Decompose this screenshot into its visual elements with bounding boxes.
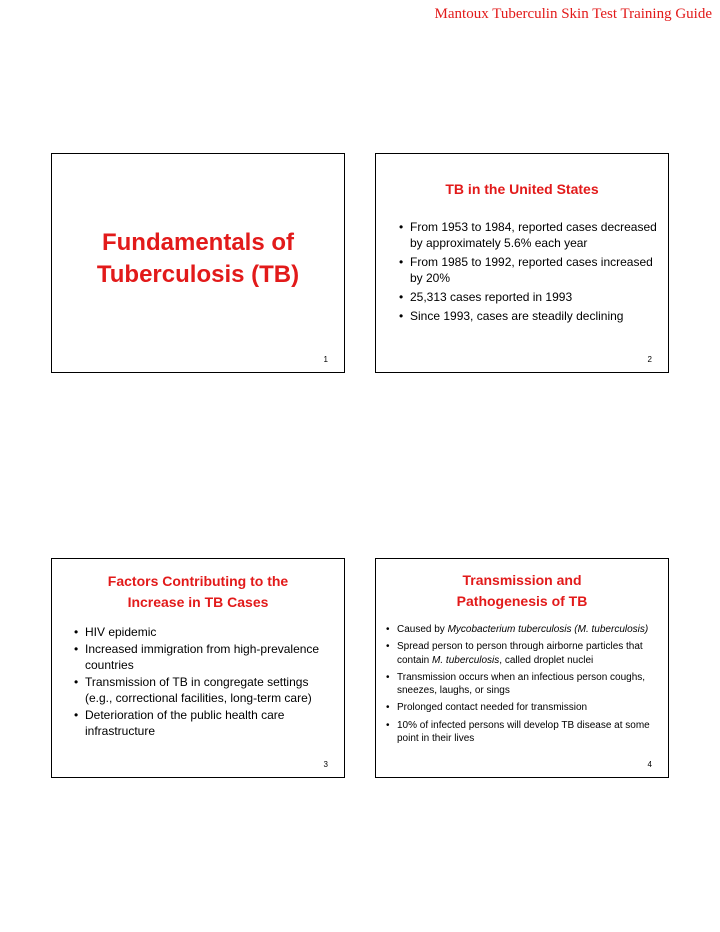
slide-title-line-1: Transmission and — [462, 572, 582, 588]
bullet-text: Caused by — [397, 624, 448, 635]
slide-title-line-2: Tuberculosis (TB) — [96, 261, 300, 288]
page-header: Mantoux Tuberculin Skin Test Training Guide — [434, 6, 712, 22]
slide-number: 2 — [647, 355, 652, 364]
slide-title: TB in the United States — [445, 181, 599, 197]
bullet-text-italic: Mycobacterium tuberculosis (M. tuberculosis) — [447, 624, 649, 635]
slide-title — [52, 227, 344, 291]
list-item: • HIV epidemic — [74, 624, 336, 641]
list-item: • From 1953 to 1984, reported cases decreased by approximately 5.6% each year — [399, 219, 661, 251]
bullet-list — [74, 624, 336, 740]
list-item: • 25,313 cases reported in 1993 — [399, 289, 661, 305]
list-item: • Prolonged contact needed for transmission — [386, 701, 664, 714]
bullet-text-italic: M. tuberculosis — [432, 654, 500, 666]
slide-3 — [51, 558, 345, 778]
list-item: • Transmission occurs when an infectious person coughs, sneezes, laughs, or sings — [386, 671, 664, 698]
list-item: • Deterioration of the public health care infrastructure — [74, 707, 336, 740]
slide-number: 3 — [323, 760, 328, 769]
bullet-list — [386, 623, 664, 749]
slide-title-line-1: Factors Contributing to the — [107, 573, 289, 589]
slide-number: 4 — [647, 760, 652, 769]
slide-title-line-2: Pathogenesis of TB — [456, 593, 588, 609]
slide-4 — [375, 558, 669, 778]
slide-number: 1 — [323, 355, 328, 364]
bullet-list — [399, 219, 661, 327]
slide-title-line-2: Increase in TB Cases — [127, 594, 269, 610]
bullet-text: , called droplet nuclei — [499, 654, 594, 666]
list-item: • From 1985 to 1992, reported cases increased by 20% — [399, 254, 661, 286]
list-item: • Since 1993, cases are steadily declining — [399, 308, 661, 324]
list-item — [386, 623, 664, 636]
list-item: • Increased immigration from high-prevalence countries — [74, 641, 336, 674]
slide-title-line-1: Fundamentals of — [101, 229, 294, 256]
slide-1 — [51, 153, 345, 373]
slide-title — [52, 571, 344, 613]
list-item: • Transmission of TB in congregate settings (e.g., correctional facilities, long-term care) — [74, 674, 336, 707]
list-item: • 10% of infected persons will develop TB disease at some point in their lives — [386, 719, 664, 746]
slide-title — [376, 570, 668, 612]
bullet-text: Spread person to person through airborne particles that contain — [397, 641, 643, 666]
list-item — [386, 640, 664, 667]
slide-2 — [375, 153, 669, 373]
